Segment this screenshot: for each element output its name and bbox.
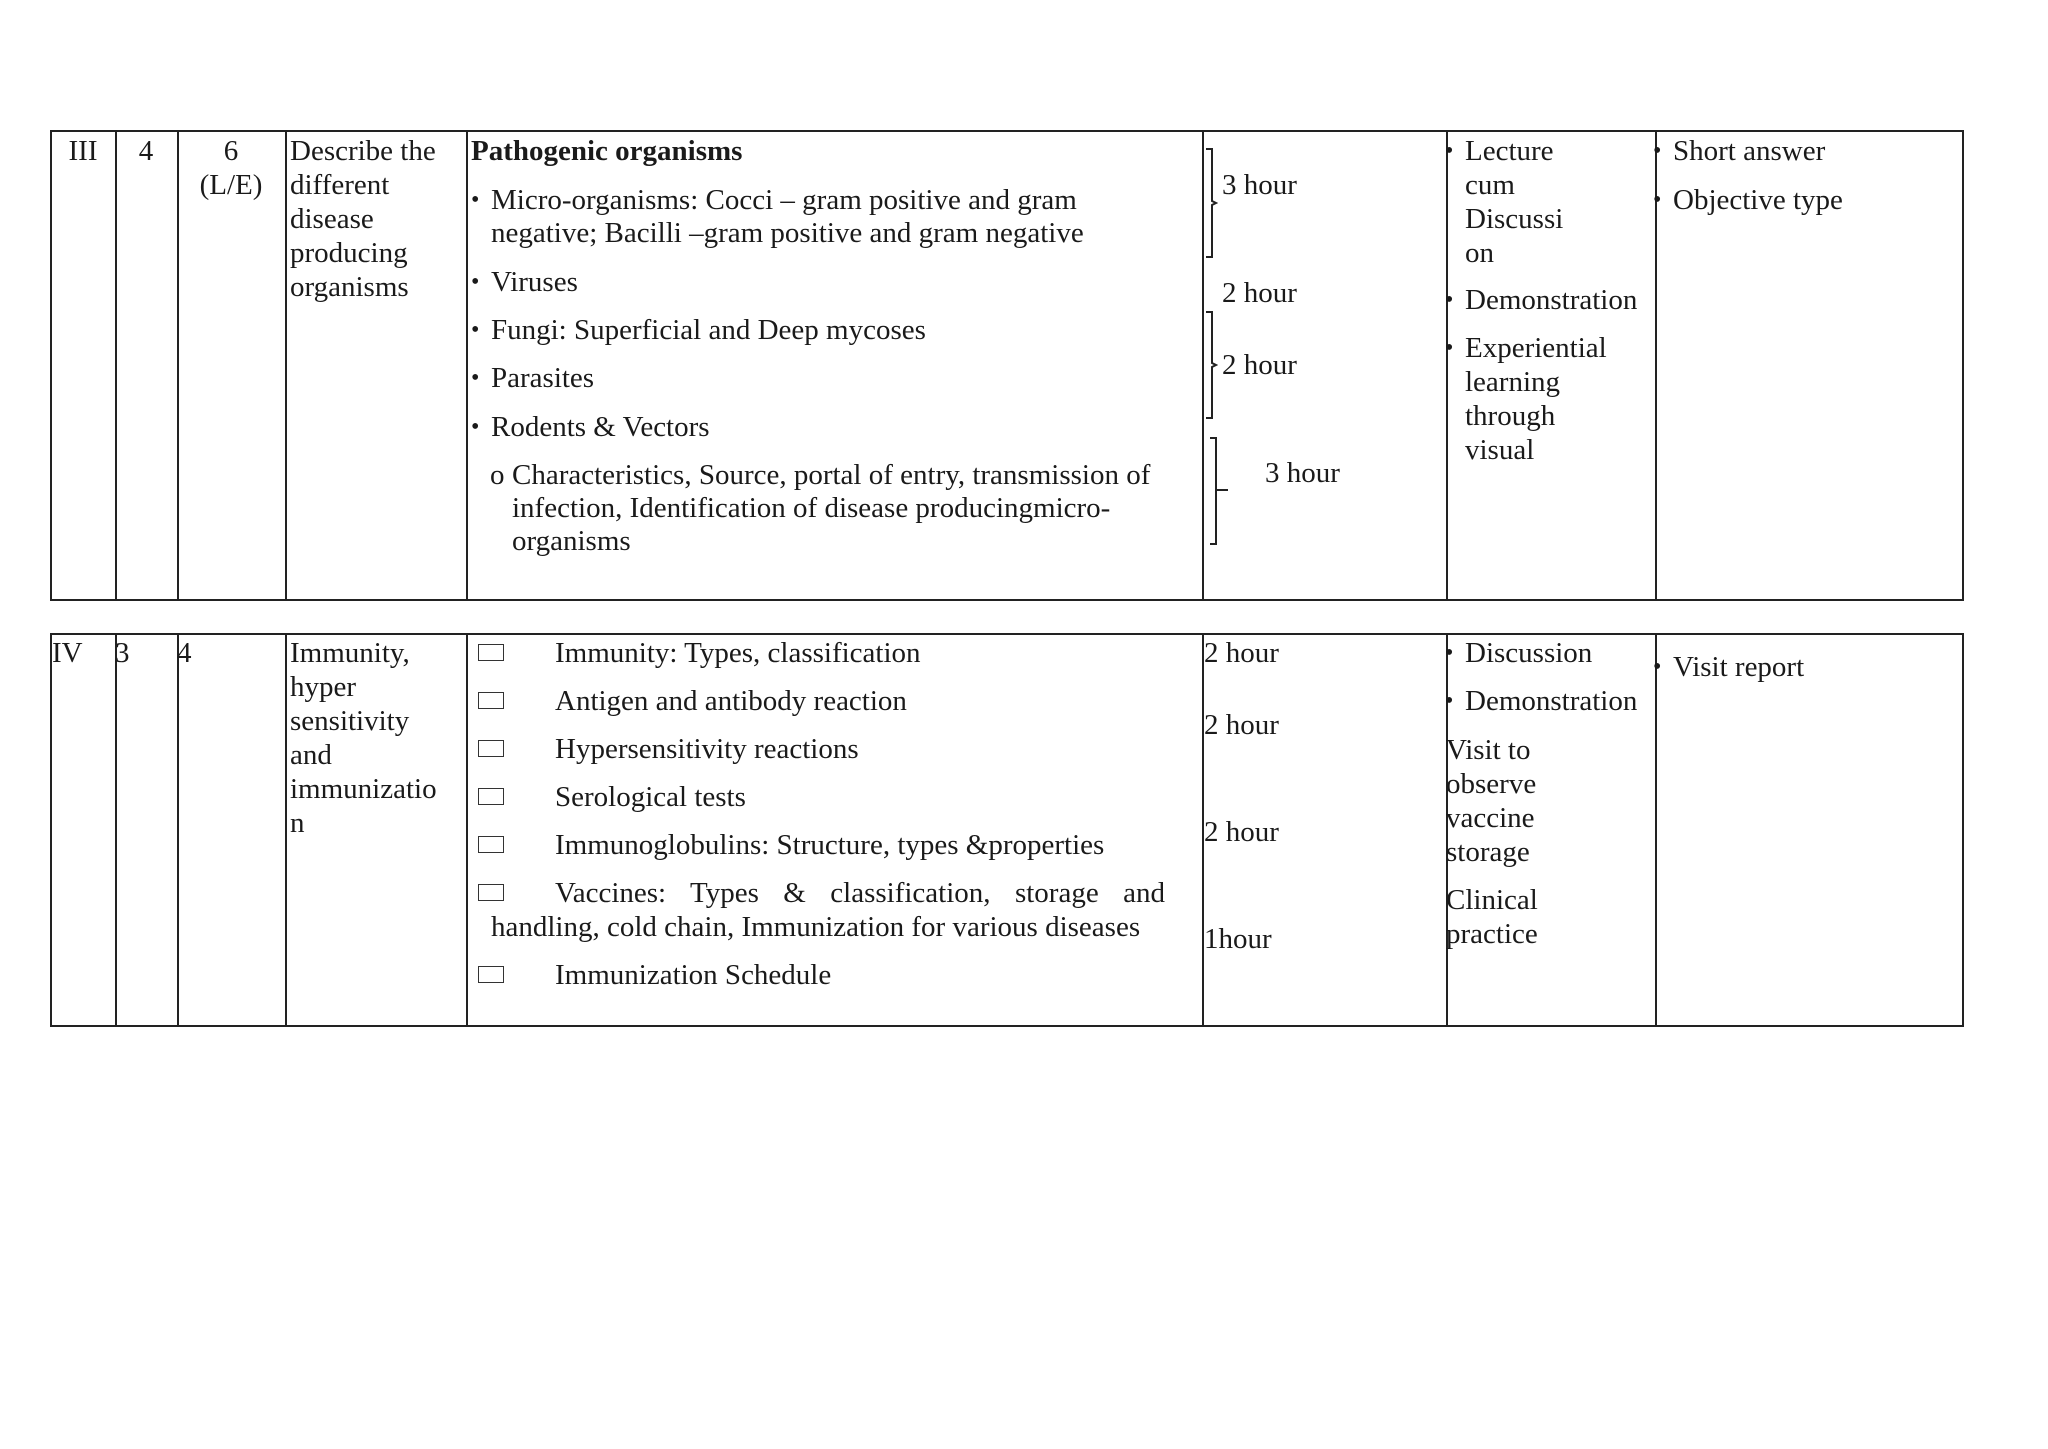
assessment-item: • Objective type [1673,183,1843,217]
practical-hours: 4 [177,637,192,669]
content-item: Hypersensitivity reactions [555,733,859,765]
content-item: Serological tests [555,781,746,813]
method-item: • Demonstration [1465,684,1637,718]
objective-line: Describe the [290,135,436,167]
column-divider [115,132,117,599]
practical-hours: 6 [223,135,239,167]
duration: 2 hour [1204,637,1279,669]
method-text: storage [1446,836,1530,868]
objective-line: different [290,169,390,201]
column-divider [1655,635,1657,1025]
checkbox-marker [478,884,504,901]
checkbox-marker [478,788,504,805]
duration: 3 hour [1222,169,1297,201]
objective-line: immunizatio [290,773,437,805]
objective-line: disease [290,203,374,235]
duration: 2 hour [1204,709,1279,741]
checkbox-marker [478,740,504,757]
content-item: • Rodents & Vectors [491,410,710,444]
method-text: observe [1446,768,1537,800]
content-sub-item-continuation: organisms [512,525,631,557]
method-text: practice [1446,918,1538,950]
theory-hours: 4 [138,135,154,167]
checkbox-marker [478,644,504,661]
column-divider [177,132,179,599]
content-item: Vaccines: Types & classification, storage and [555,877,1165,909]
column-divider [1446,132,1448,599]
column-divider [285,132,287,599]
method-item-continuation: learning [1465,366,1561,398]
content-sub-item-continuation: infection, Identification of disease producingmicro- [512,492,1111,524]
practical-hours-note: (L/E) [199,169,263,201]
duration: 2 hour [1222,349,1297,381]
duration-bracket [1204,310,1218,420]
method-item-continuation: on [1465,237,1494,269]
duration: 2 hour [1222,277,1297,309]
duration: 1hour [1204,923,1272,955]
column-divider [115,635,117,1025]
objective-line: producing [290,237,408,269]
content-item: • Fungi: Superficial and Deep mycoses [491,313,926,347]
objective-line: and [290,739,332,771]
content-item-continuation: handling, cold chain, Immunization for various diseases [491,911,1141,943]
method-item: • Discussion [1465,636,1592,670]
objective-line: Immunity, [290,637,410,669]
content-heading: Pathogenic organisms [471,135,743,167]
column-divider [466,132,468,599]
duration-bracket [1208,436,1230,546]
content-item: Antigen and antibody reaction [555,685,907,717]
objective-line: sensitivity [290,705,410,737]
duration-bracket [1204,147,1218,259]
objective-line: organisms [290,271,409,303]
content-item-continuation: negative; Bacilli –gram positive and gram negative [491,217,1084,249]
method-text: vaccine [1446,802,1535,834]
method-item: • Demonstration [1465,283,1637,317]
method-text: Clinical [1446,884,1538,916]
duration: 3 hour [1265,457,1340,489]
column-divider [285,635,287,1025]
content-item: Immunization Schedule [555,959,832,991]
checkbox-marker [478,966,504,983]
method-item-continuation: through [1465,400,1556,432]
method-item: • Lecture [1465,134,1554,168]
unit-number: IV [52,637,83,669]
objective-line: hyper [290,671,357,703]
method-item-continuation: cum [1465,169,1515,201]
theory-hours: 3 [115,637,130,669]
method-text: Visit to [1446,734,1531,766]
method-item-continuation: Discussi [1465,203,1564,235]
assessment-item: • Visit report [1673,650,1804,684]
unit-number: III [68,135,98,167]
content-item: • Parasites [491,361,594,395]
checkbox-marker [478,836,504,853]
content-item: • Viruses [491,265,578,299]
column-divider [466,635,468,1025]
method-item-continuation: visual [1465,434,1535,466]
objective-line: n [290,807,305,839]
content-item: Immunity: Types, classification [555,637,921,669]
content-sub-item: o Characteristics, Source, portal of entry, transmission of [512,458,1150,492]
duration: 2 hour [1204,816,1279,848]
method-item: • Experiential [1465,331,1607,365]
content-item: • Micro-organisms: Cocci – gram positive and gram [491,183,1077,217]
content-item: Immunoglobulins: Structure, types &properties [555,829,1105,861]
assessment-item: • Short answer [1673,134,1825,168]
checkbox-marker [478,692,504,709]
column-divider [177,635,179,1025]
